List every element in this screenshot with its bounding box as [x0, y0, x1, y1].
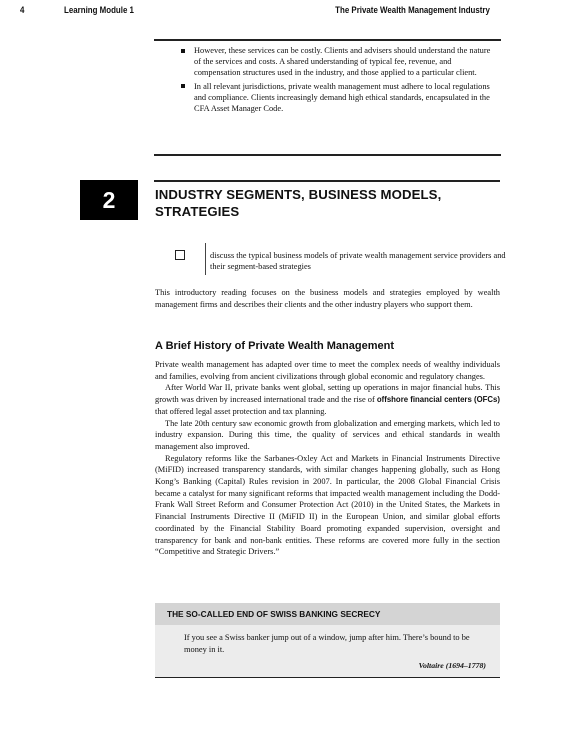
paragraph — [155, 382, 500, 417]
running-header — [20, 5, 490, 19]
sidebar-quote: If you see a Swiss banker jump out of a window, jump after him. There’s bound to be money in it. — [184, 633, 470, 654]
sidebar-box — [155, 603, 500, 678]
bullet-item: In all relevant jurisdictions, private wealth management must adhere to local regulations and compliance. Clients increasingly demand high ethical standards, encapsulated in the CFA Asset Manager Code. — [194, 81, 493, 115]
section-divider — [154, 180, 500, 182]
running-title: The Private Wealth Management Industry — [335, 5, 490, 15]
paragraph-text: After World War II, private banks went global, setting up operations in major financial hubs. This growth was driven by increased international trade and the rise of — [155, 383, 500, 405]
bullet-list — [154, 41, 501, 114]
section-title: INDUSTRY SEGMENTS, BUSINESS MODELS, STRATEGIES — [155, 187, 442, 219]
paragraph: The late 20th century saw economic growth from globalization and emerging markets, which led to industry expansion. During this time, the quality of services and ethical standards in wealth management also improved. — [155, 418, 500, 451]
sidebar-heading: THE SO-CALLED END OF SWISS BANKING SECRECY — [155, 603, 500, 625]
paragraph-text: that offered legal asset protection and tax planning. — [155, 406, 327, 416]
paragraph: Private wealth management has adapted over time to meet the complex needs of wealthy individuals and families, evolving from ancient civilizations through global economic and regulatory changes. — [155, 360, 500, 381]
los-divider — [205, 243, 206, 275]
quote-attribution: Voltaire (1694–1778) — [418, 661, 486, 670]
subsection-heading: A Brief History of Private Wealth Management — [155, 340, 394, 352]
module-label: Learning Module 1 — [64, 5, 134, 15]
bullet-item: However, these services can be costly. Clients and advisers should understand the nature of the services and costs. A shared understanding of typical fee, revenue, and compensation structures used in the industry, and those applied to a particular client. — [194, 45, 493, 79]
key-term: offshore financial centers (OFCs) — [376, 395, 500, 405]
section-number: 2 — [80, 180, 138, 220]
paragraph: Regulatory reforms like the Sarbanes-Oxley Act and Markets in Financial Instruments Directive (MiFID) increased transparency standards, with similar changes happening globally, such as Hong Kong’s Banking (Capital) Rules revision in 2007. In particular, the 2008 Global Financial Crisis became a catalyst for many significant reforms that impacted wealth management including the Dodd-Frank Wall Street Reform and Consumer Protection Act (2010) in the United States, the Markets in Financial Instruments Directive II (MiFID II) in the European Union, and similar global efforts coordinated by the Financial Stability Board promoting expanded supervision, oversight and transparency for bank and non-bank entities. These reforms are covered more fully in the section “Competitive and Strategic Drivers.” — [155, 453, 500, 557]
history-body — [155, 359, 500, 558]
learning-outcome-statement: discuss the typical business models of private wealth management service providers and their segment-based strategies — [210, 251, 506, 272]
intro-paragraph: This introductory reading focuses on the business models and strategies employed by wealth management firms and describes their clients and the other industry players who support them. — [155, 288, 500, 309]
los-checkbox[interactable] — [175, 250, 185, 260]
page-number: 4 — [20, 5, 25, 15]
continued-bullet-box — [154, 39, 501, 156]
